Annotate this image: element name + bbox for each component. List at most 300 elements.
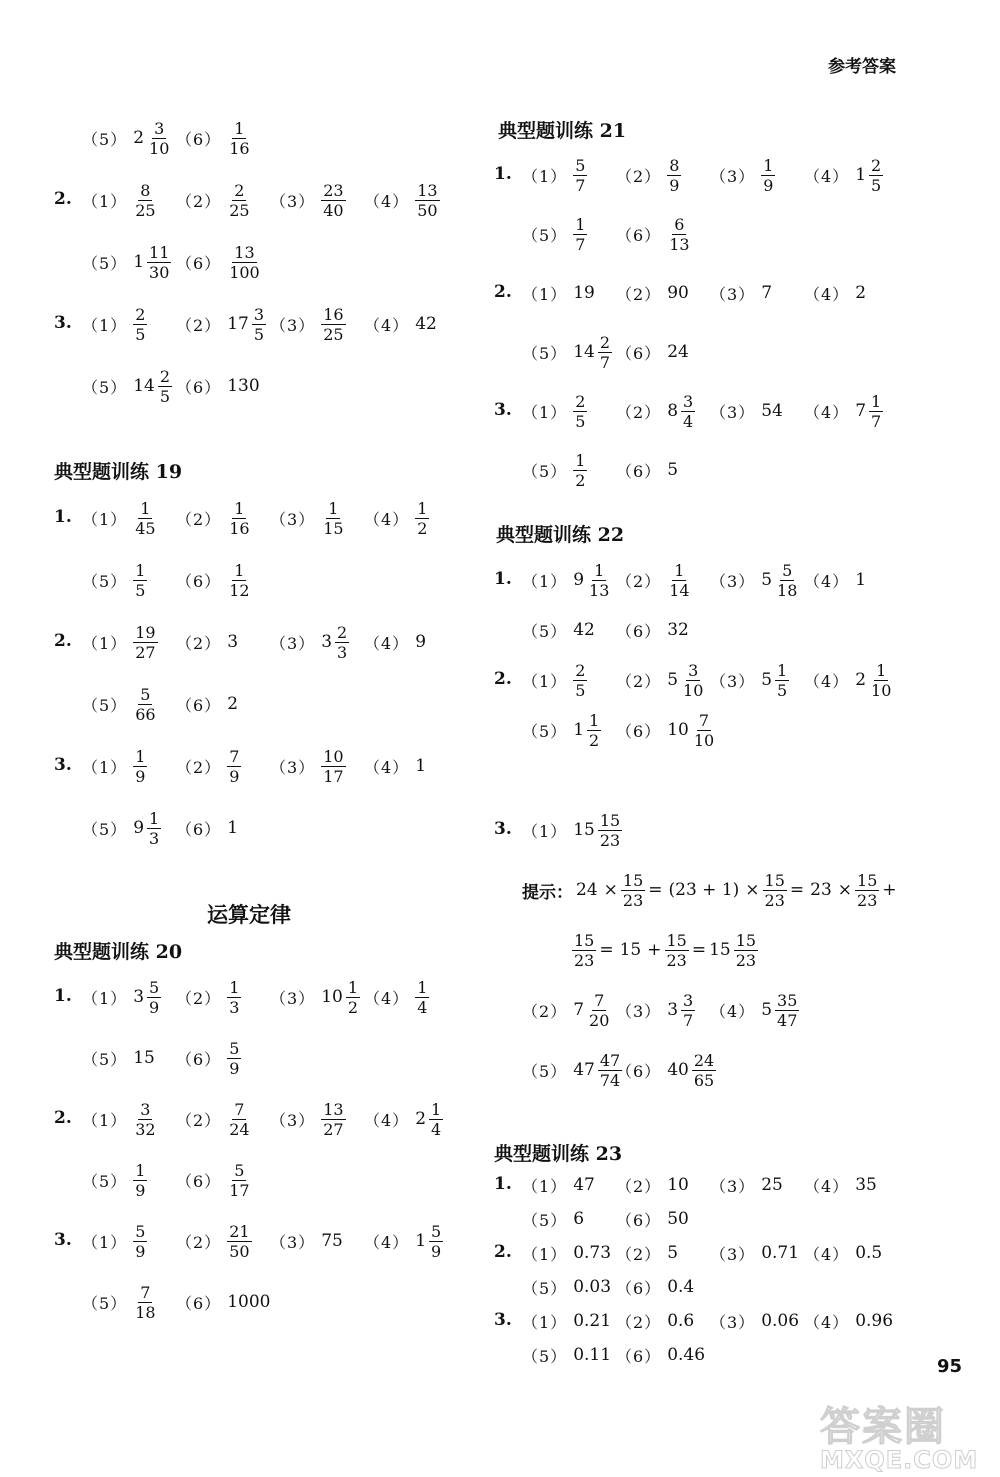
answer-value (415, 1100, 443, 1139)
answer-item (522, 206, 587, 262)
answer-label: （1） (522, 1176, 568, 1196)
question-number: 2. (494, 1242, 512, 1262)
fraction (227, 243, 262, 282)
fraction-denominator: 5 (135, 324, 146, 344)
answer-item (364, 738, 429, 794)
answer-value (761, 1311, 802, 1331)
answer-item (804, 1225, 885, 1281)
fraction (158, 367, 172, 406)
answer-value (133, 623, 157, 662)
answer-item (616, 442, 681, 498)
answer-label: （2） (176, 315, 222, 335)
answer-whole: 7 (855, 401, 867, 421)
fraction (429, 1100, 443, 1139)
answer-value (573, 661, 587, 700)
answer-item (364, 172, 440, 228)
answer-label: （5） (82, 377, 128, 397)
fraction-numerator: 13 (417, 180, 438, 200)
question-number: 1. (494, 1174, 512, 1194)
answer-item (616, 552, 692, 608)
answer-whole: 7 (761, 283, 773, 303)
fraction-numerator: 5 (140, 684, 151, 704)
fraction-denominator: 2 (575, 470, 586, 490)
fraction-denominator: 45 (135, 518, 156, 538)
hint-term (621, 871, 645, 910)
answer-label: （4） (804, 1312, 850, 1332)
answer-label: （4） (364, 315, 410, 335)
answer-label: （1） (522, 284, 568, 304)
fraction-denominator: 9 (669, 175, 680, 195)
answer-value (133, 243, 171, 282)
hint-token: × (603, 880, 618, 900)
answer-value (667, 991, 695, 1030)
hint-term (665, 931, 689, 970)
fraction (252, 305, 266, 344)
section-title: 典型题训练 21 (498, 120, 627, 142)
hint-whole: 15 (709, 940, 731, 960)
fraction-denominator: 4 (417, 997, 428, 1017)
answer-label: （1） (82, 988, 128, 1008)
hint-token: = (691, 940, 707, 960)
answer-item (710, 147, 775, 203)
question-number: 2. (494, 282, 512, 302)
fraction-numerator: 1 (140, 498, 151, 518)
fraction-denominator: 23 (764, 890, 785, 910)
answer-label: （3） (270, 509, 316, 529)
fraction-numerator: 2 (575, 660, 586, 680)
answer-item (82, 1030, 158, 1086)
answer-value (855, 392, 883, 431)
answer-item (616, 324, 692, 380)
answer-value (227, 632, 241, 652)
answer-whole: 0.5 (855, 1243, 883, 1263)
fraction-denominator: 7 (575, 175, 586, 195)
fraction (681, 661, 705, 700)
question-number: 3. (54, 313, 72, 333)
answer-label: （4） (804, 402, 850, 422)
question-number: 3. (494, 400, 512, 420)
answer-item (176, 296, 266, 352)
fraction-numerator: 47 (599, 1050, 621, 1070)
fraction (775, 991, 799, 1030)
answer-label: （1） (522, 571, 568, 591)
fraction-denominator: 2 (589, 730, 600, 750)
answer-whole: 75 (321, 1231, 343, 1251)
answer-item (710, 1293, 802, 1349)
answer-value (761, 991, 799, 1030)
section-title: 典型题训练 19 (54, 461, 183, 483)
fraction (227, 1222, 251, 1261)
fraction-denominator: 17 (229, 1180, 250, 1200)
answer-item (364, 1091, 443, 1147)
fraction (133, 305, 147, 344)
answer-label: （6） (616, 1346, 662, 1366)
answer-value (227, 181, 251, 220)
answer-whole: 1 (415, 756, 427, 776)
fraction-denominator: 65 (693, 1070, 715, 1090)
answer-item (270, 738, 346, 794)
answer-item (82, 738, 147, 794)
answer-item (270, 172, 346, 228)
section-title: 典型题训练 23 (494, 1143, 623, 1165)
answer-label: （6） (176, 571, 222, 591)
answer-label: （5） (82, 1171, 128, 1191)
answer-label: （4） (364, 509, 410, 529)
answer-label: （2） (176, 633, 222, 653)
fraction (587, 991, 611, 1030)
answer-value (321, 1231, 346, 1251)
answer-value (133, 499, 157, 538)
answer-whole: 1 (855, 570, 867, 590)
answer-value (855, 661, 893, 700)
fraction (321, 1100, 345, 1139)
fraction (346, 978, 360, 1017)
answer-item (616, 206, 692, 262)
fraction-denominator: 74 (599, 1070, 621, 1090)
answer-label: （5） (82, 1049, 128, 1069)
fraction-numerator: 3 (140, 1099, 151, 1119)
answer-item (82, 676, 158, 732)
answer-whole: 35 (855, 1175, 877, 1195)
fraction-denominator: 27 (135, 642, 156, 662)
answer-label: （2） (616, 284, 662, 304)
answer-whole: 10 (321, 987, 343, 1007)
answer-item (364, 614, 429, 670)
answer-item (616, 383, 695, 439)
answer-value (855, 156, 883, 195)
hint-token: = (648, 880, 663, 900)
answer-label: （6） (176, 1171, 222, 1191)
answer-value (573, 991, 611, 1030)
fraction-numerator: 1 (234, 498, 245, 518)
answer-value (321, 978, 360, 1017)
fraction-numerator: 15 (666, 930, 687, 950)
fraction-denominator: 18 (777, 580, 798, 600)
fraction (763, 871, 787, 910)
answer-item (176, 676, 241, 732)
answer-value (855, 570, 869, 590)
fraction (681, 392, 695, 431)
answer-whole: 2 (133, 128, 145, 148)
answer-label: （3） (270, 191, 316, 211)
answer-whole: 5 (761, 1000, 773, 1020)
answer-item (270, 969, 360, 1025)
answer-value (321, 181, 345, 220)
answer-value (227, 243, 262, 282)
fraction-numerator: 7 (594, 990, 605, 1010)
answer-whole: 0.46 (667, 1345, 706, 1365)
question-number: 1. (54, 986, 72, 1006)
fraction-denominator: 66 (135, 704, 156, 724)
answer-label: （6） (616, 461, 662, 481)
answer-label: （3） (710, 671, 756, 691)
question-number: 3. (494, 819, 512, 839)
answer-item (522, 147, 587, 203)
answer-value (573, 711, 601, 750)
section-title: 典型题训练 22 (496, 524, 625, 546)
answer-item (616, 147, 681, 203)
answer-label: （6） (176, 695, 222, 715)
fraction-numerator: 1 (871, 391, 882, 411)
answer-label: （4） (364, 757, 410, 777)
answer-label: （2） (616, 402, 662, 422)
fraction-numerator: 15 (764, 870, 785, 890)
fraction (415, 499, 429, 538)
answer-value (667, 460, 681, 480)
fraction (133, 561, 147, 600)
fraction (761, 156, 775, 195)
fraction (587, 711, 601, 750)
answer-label: （6） (616, 621, 662, 641)
answer-whole: 7 (573, 1000, 585, 1020)
fraction (681, 991, 695, 1030)
fraction (133, 1283, 157, 1322)
answer-value (133, 561, 147, 600)
fraction-numerator: 1 (431, 1099, 442, 1119)
fraction (227, 181, 251, 220)
answer-label: （3） (710, 1244, 756, 1264)
fraction (869, 156, 883, 195)
fraction-denominator: 9 (431, 1241, 442, 1261)
fraction (665, 931, 689, 970)
hint-token: × (745, 880, 760, 900)
answer-value (133, 1100, 157, 1139)
answer-value (667, 561, 691, 600)
fraction-denominator: 10 (149, 138, 170, 158)
answer-item (710, 552, 799, 608)
answer-label: （6） (616, 343, 662, 363)
fraction (147, 809, 161, 848)
answer-value (227, 561, 251, 600)
fraction-denominator: 5 (777, 680, 788, 700)
answer-value (761, 283, 775, 303)
watermark-logo (820, 1395, 995, 1473)
fraction-numerator: 3 (688, 660, 699, 680)
answer-value (573, 1345, 614, 1365)
fraction-denominator: 10 (683, 680, 704, 700)
answer-label: （5） (522, 461, 568, 481)
fraction-denominator: 9 (135, 1180, 146, 1200)
hint-token: (23 + 1) (668, 880, 740, 900)
answer-label: （3） (710, 402, 756, 422)
fraction-denominator: 16 (229, 518, 250, 538)
answer-item (522, 442, 587, 498)
answer-whole: 2 (855, 283, 867, 303)
answer-value (415, 181, 439, 220)
hint-line (572, 922, 758, 978)
answer-label: （4） (364, 633, 410, 653)
answer-item (176, 969, 241, 1025)
answer-item (522, 602, 598, 658)
answer-whole: 9 (573, 570, 585, 590)
answer-item (804, 265, 869, 321)
answer-value (415, 978, 429, 1017)
answer-whole: 3 (133, 987, 145, 1007)
answer-whole: 3 (667, 1000, 679, 1020)
fraction-numerator: 3 (683, 391, 694, 411)
fraction-numerator: 1 (575, 450, 586, 470)
fraction (667, 156, 681, 195)
answer-value (667, 711, 716, 750)
watermark-line2: MXQE.COM (820, 1446, 979, 1474)
answer-whole: 47 (573, 1060, 595, 1080)
fraction-denominator: 5 (159, 386, 171, 406)
fraction-denominator: 25 (229, 200, 250, 220)
fraction (227, 747, 241, 786)
answer-item (616, 265, 692, 321)
answer-whole: 1 (133, 252, 145, 272)
fraction-numerator: 23 (323, 180, 344, 200)
answer-label: （6） (176, 819, 222, 839)
answer-label: （3） (616, 1001, 662, 1021)
answer-value (667, 1051, 716, 1090)
answer-whole: 10 (667, 720, 689, 740)
answer-value (415, 314, 440, 334)
fraction-denominator: 9 (229, 1058, 240, 1078)
fraction (869, 392, 883, 431)
answer-whole: 5 (667, 670, 679, 690)
answer-item (82, 614, 158, 670)
answer-value (133, 1161, 147, 1200)
answer-item (82, 969, 161, 1025)
fraction-numerator: 5 (149, 977, 160, 997)
answer-item (804, 1157, 880, 1213)
answer-item (176, 800, 241, 856)
answer-label: （3） (270, 1110, 316, 1130)
answer-value (133, 1048, 158, 1068)
fraction-numerator: 2 (135, 304, 146, 324)
answer-value (227, 1100, 251, 1139)
fraction-denominator: 10 (693, 730, 715, 750)
fraction-numerator: 1 (417, 977, 428, 997)
fraction-numerator: 15 (599, 810, 621, 830)
fraction (692, 1051, 716, 1090)
answer-label: （1） (522, 402, 568, 422)
fraction-numerator: 2 (871, 155, 882, 175)
question-number: 1. (54, 507, 72, 527)
answer-label: （3） (710, 166, 756, 186)
answer-item (176, 1152, 252, 1208)
fraction-numerator: 15 (574, 930, 595, 950)
answer-whole: 14 (133, 376, 155, 396)
fraction-denominator: 4 (431, 1119, 442, 1139)
answer-item (710, 383, 786, 439)
answer-value (227, 119, 251, 158)
fraction-denominator: 32 (135, 1119, 156, 1139)
fraction (321, 181, 345, 220)
hint-token: 23 (810, 880, 832, 900)
fraction-denominator: 25 (323, 324, 344, 344)
answer-item (82, 234, 171, 290)
fraction-denominator: 5 (575, 680, 586, 700)
fraction-numerator: 19 (135, 622, 156, 642)
answer-whole: 24 (667, 342, 689, 362)
answer-item (82, 1274, 158, 1330)
fraction (227, 1039, 241, 1078)
answer-item (616, 1042, 716, 1098)
answer-item (270, 490, 346, 546)
answer-label: （1） (522, 671, 568, 691)
fraction (227, 978, 241, 1017)
fraction-numerator: 1 (876, 660, 887, 680)
answer-value (573, 156, 587, 195)
answer-value (855, 1243, 885, 1263)
answer-whole: 1 (573, 720, 585, 740)
answer-item (270, 296, 346, 352)
answer-whole: 5 (667, 1243, 679, 1263)
answer-label: （1） (82, 315, 128, 335)
hint-term (709, 931, 758, 970)
fraction-denominator: 10 (871, 680, 892, 700)
fraction-numerator: 1 (575, 214, 586, 234)
question-number: 1. (494, 164, 512, 184)
fraction-numerator: 15 (735, 930, 757, 950)
fraction-denominator: 3 (149, 828, 160, 848)
hint-token: + (882, 880, 897, 900)
answer-label: （5） (82, 695, 128, 715)
fraction-numerator: 2 (337, 622, 348, 642)
answer-item (82, 1152, 147, 1208)
answer-label: （6） (176, 1049, 222, 1069)
answer-whole: 5 (761, 670, 773, 690)
answer-value (573, 215, 587, 254)
answer-value (573, 333, 612, 372)
answer-value (855, 283, 869, 303)
answer-whole: 47 (573, 1175, 595, 1195)
fraction-denominator: 23 (574, 950, 595, 970)
answer-item (522, 552, 611, 608)
answer-value (415, 632, 429, 652)
answer-value (667, 215, 691, 254)
answer-item (522, 324, 612, 380)
answer-value (227, 694, 241, 714)
answer-label: （1） (82, 509, 128, 529)
answer-value (573, 1051, 622, 1090)
fraction-denominator: 40 (323, 200, 344, 220)
fraction-denominator: 7 (871, 411, 882, 431)
fraction-denominator: 12 (229, 580, 250, 600)
fraction-numerator: 1 (135, 560, 146, 580)
fraction-denominator: 7 (575, 234, 586, 254)
answer-item (82, 800, 161, 856)
answer-value (667, 661, 705, 700)
answer-value (321, 1100, 345, 1139)
answer-whole: 3 (227, 632, 239, 652)
fraction-numerator: 7 (698, 710, 710, 730)
answer-value (133, 181, 157, 220)
answer-label: （5） (82, 129, 128, 149)
answer-label: （3） (270, 1232, 316, 1252)
answer-label: （4） (804, 671, 850, 691)
fraction-denominator: 23 (666, 950, 687, 970)
answer-value (415, 499, 429, 538)
answer-item (616, 702, 716, 758)
answer-value (761, 156, 775, 195)
section-title: 运算定律 (207, 902, 291, 927)
fraction-numerator: 13 (234, 242, 255, 262)
fraction-denominator: 9 (229, 766, 240, 786)
answer-item (176, 1091, 252, 1147)
fraction-denominator: 5 (253, 324, 265, 344)
answer-item (364, 296, 440, 352)
answer-label: （4） (364, 1232, 410, 1252)
fraction-denominator: 24 (229, 1119, 250, 1139)
fraction-numerator: 7 (140, 1282, 151, 1302)
answer-label: （2） (616, 671, 662, 691)
answer-item (710, 1225, 802, 1281)
fraction-denominator: 9 (763, 175, 774, 195)
answer-value (321, 623, 349, 662)
